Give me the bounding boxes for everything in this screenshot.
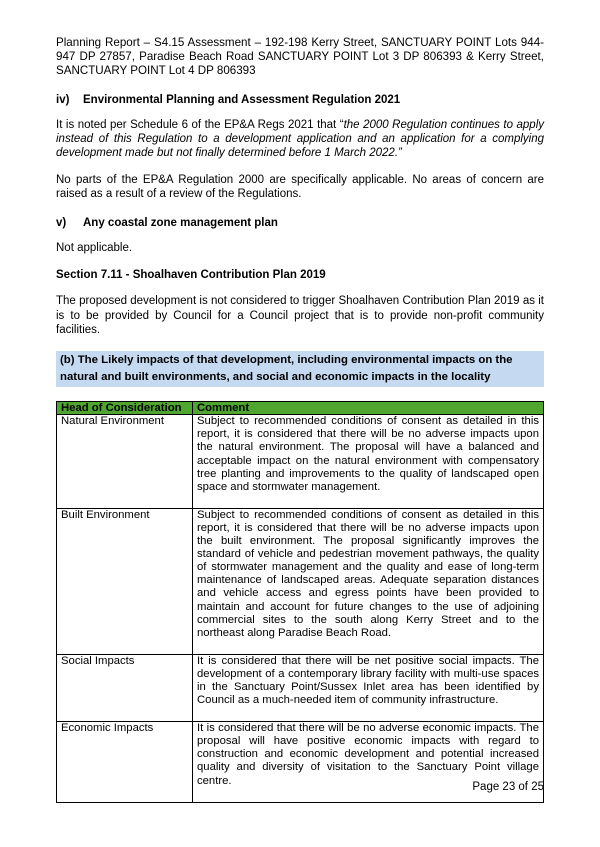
row-comment: Subject to recommended conditions of consent as detailed in this report, it is considered that there will be no adverse impacts upon the built environment. The proposal significantly improves the standard of vehicle and pedestrian movement pathways, the quality of stormwater management and the quality and ease of long-term maintenance of landscaped areas. Adequate separation distances and vehicle access and egress points have been provided to maintain and account for future changes to the use of adjoining commercial sites to the south along Kerry Street and to the northeast along Paradise Beach Road. (193, 508, 544, 654)
impacts-table-header-row (57, 402, 544, 415)
document-page (56, 36, 544, 803)
table-row (57, 722, 544, 802)
section-7-11-heading: Section 7.11 - Shoalhaven Contribution Plan 2019 (56, 269, 326, 282)
row-head: Built Environment (57, 508, 193, 654)
table-row (57, 415, 544, 509)
column-header-comment: Comment (193, 402, 544, 415)
row-comment: It is considered that there will be no adverse economic impacts. The proposal will have positive economic impacts with regard to construction and economic development and potential increased quality and diversity of visitation to the Sanctuary Point village centre. (193, 722, 544, 802)
column-header-head: Head of Consideration (57, 402, 193, 415)
section-v-heading (56, 217, 544, 229)
section-v-number: v) (56, 217, 67, 230)
section-iv-heading (56, 94, 544, 106)
row-head: Social Impacts (57, 654, 193, 721)
section-v-paragraph: Not applicable. (56, 242, 133, 255)
section-iv-paragraph-1 (56, 118, 544, 161)
table-row (57, 654, 544, 721)
row-comment: It is considered that there will be net positive social impacts. The development of a contemporary library facility with multi-use spaces in the Sanctuary Point/Sussex Inlet area has been identified by Council as a much-needed item of community infrastructure. (193, 654, 544, 721)
report-header: Planning Report – S4.15 Assessment – 192-198 Kerry Street, SANCTUARY POINT Lots 944-947 DP 27857, Paradise Beach Road SANCTUARY POINT Lot 3 DP 806393 & Kerry Street, SANCTUARY POINT Lot 4 DP 806393 (56, 36, 544, 78)
row-comment: Subject to recommended conditions of consent as detailed in this report, it is considered that there will be no adverse impacts upon the natural environment. The proposal will have a balanced and acceptable impact on the natural environment with compensatory tree planting and improvements to the quality of landscaped open space and stormwater management. (193, 415, 544, 509)
table-row (57, 508, 544, 654)
section-iv-paragraph-2: No parts of the EP&A Regulation 2000 are specifically applicable. No areas of concern are raised as a result of a review of the Regulations. (56, 173, 544, 200)
impacts-callout: (b) The Likely impacts of that development, including environmental impacts on the natural and built environments, and social and economic impacts in the locality (56, 351, 544, 387)
section-7-11-paragraph: The proposed development is not considered to trigger Shoalhaven Contribution Plan 2019 as it is to be provided by Council for a Council project that is to provide non-profit community facilities. (56, 295, 544, 336)
row-head: Natural Environment (57, 415, 193, 509)
section-v-title: Any coastal zone management plan (83, 217, 278, 230)
section-iv-paragraph-1-quote: the 2000 Regulation continues to apply instead of this Regulation to a development application and an application for a complying development made but not finally determined before 1 March 2022.” (56, 118, 544, 160)
page-number: Page 23 of 25 (472, 781, 544, 793)
section-iv-paragraph-1-lead: It is noted per Schedule 6 of the EP&A Regs 2021 that “ (56, 118, 344, 131)
section-iv-title: Environmental Planning and Assessment Regulation 2021 (83, 93, 401, 106)
row-head: Economic Impacts (57, 722, 193, 802)
section-iv-number: iv) (56, 93, 70, 106)
impacts-table (56, 401, 544, 802)
